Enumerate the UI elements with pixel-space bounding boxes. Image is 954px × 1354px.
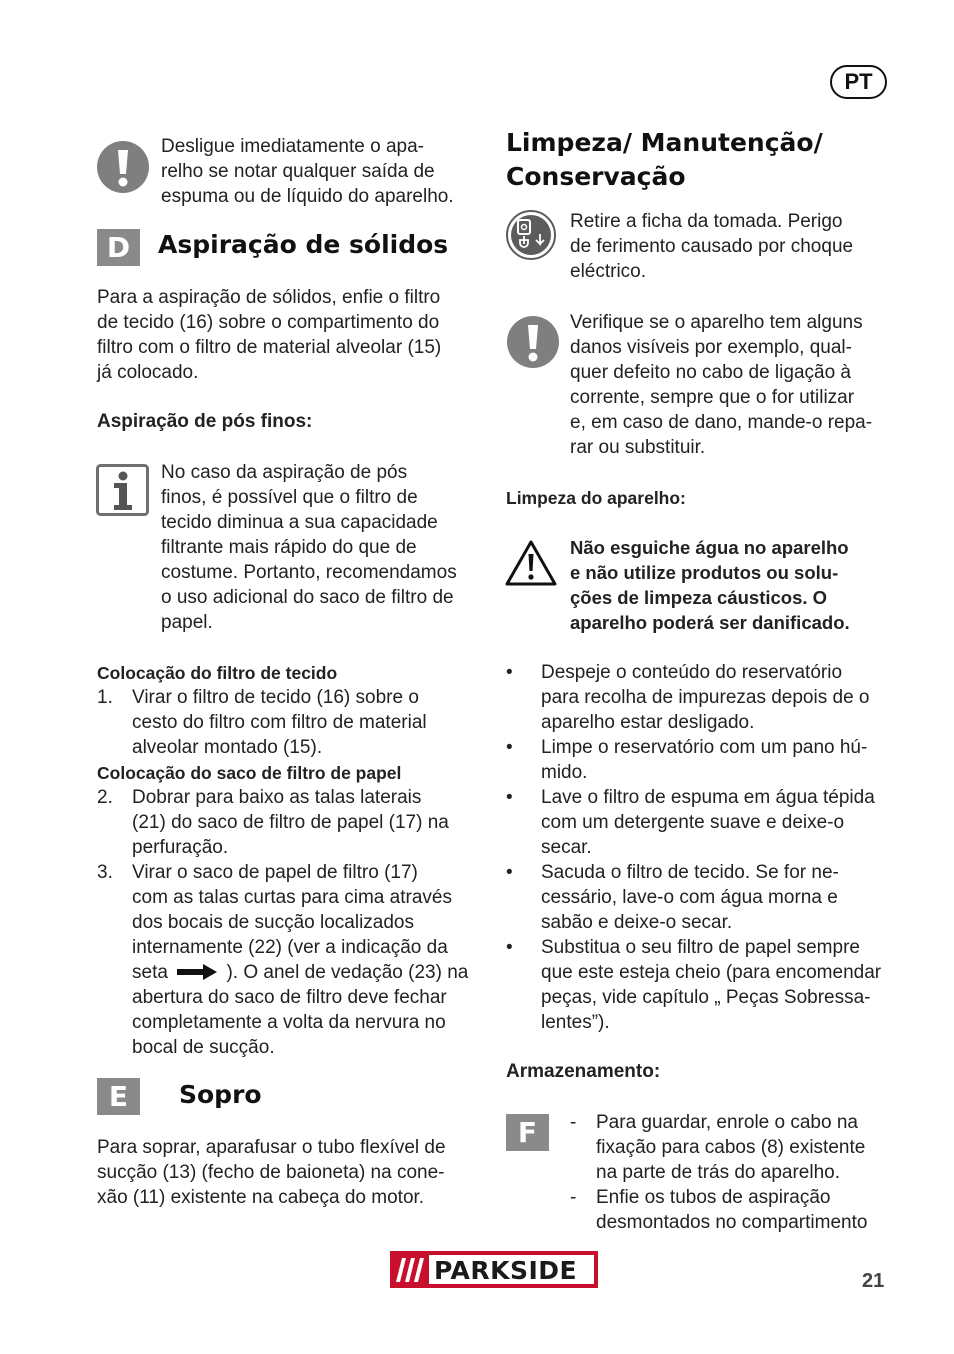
text-line: sucção (13) (fecho de baioneta) na cone- [97, 1162, 445, 1183]
text-line: alveolar montado (15). [132, 737, 323, 758]
info-icon [96, 464, 149, 516]
list-item [506, 735, 906, 785]
text-line: que este esteja cheio (para encomendar [541, 962, 882, 983]
bullet-mark: • [506, 737, 513, 758]
text-line: finos, é possível que o filtro de [161, 487, 418, 508]
text-line: lentes”). [541, 1012, 610, 1033]
text-line: sabão e deixe-o secar. [541, 912, 733, 933]
text-line: cesto do filtro com filtro de material [132, 712, 427, 733]
text-line: Para soprar, aparafusar o tubo flexível de [97, 1137, 446, 1158]
dash-mark: - [570, 1112, 577, 1133]
step-1 [97, 685, 487, 760]
text-line: completamente a volta da nervura no [132, 1012, 446, 1033]
text-line: Não esguiche água no aparelho [570, 537, 849, 558]
text-line: rar ou substituir. [570, 437, 706, 458]
logo-wordmark: PARKSIDE [434, 1256, 578, 1285]
text-line: Verifique se o aparelho tem alguns [570, 312, 863, 333]
unplug-note-text [570, 209, 900, 284]
unplug-icon [506, 210, 556, 260]
list-item [506, 785, 906, 860]
text-line: ções de limpeza cáusticos. O [570, 587, 828, 608]
cleaning-bullet-list [506, 660, 906, 1035]
text-fragment: seta [132, 962, 168, 983]
storage-list [570, 1110, 900, 1235]
solids-paragraph [97, 285, 487, 385]
text-line: Limpe o reservatório com um pano hú- [541, 737, 868, 758]
caution-note-text [570, 535, 900, 635]
text-line: corrente, sempre que o for utilizar [570, 387, 855, 408]
cleaning-heading: Limpeza do aparelho: [506, 488, 686, 508]
text-line: Despeje o conteúdo do reservatório [541, 662, 843, 683]
text-line: costume. Portanto, recomendamos [161, 562, 457, 583]
text-line: xão (11) existente na cabeça do motor. [97, 1187, 425, 1208]
text-line: filtro com o filtro de material alveolar (15) [97, 337, 442, 358]
step-number: 3. [97, 862, 113, 883]
step-3 [97, 860, 487, 1060]
arrow-right-icon [176, 964, 218, 980]
text-line: No caso da aspiração de pós [161, 462, 408, 483]
info-note-text [161, 460, 491, 635]
text-line: mido. [541, 762, 588, 783]
text-line: e não utilize produtos ou solu- [570, 562, 839, 583]
text-line: tecido diminua a sua capacidade [161, 512, 438, 533]
text-line: de tecido (16) sobre o compartimento do [97, 312, 440, 333]
text-line: e, em caso de dano, mande-o repa- [570, 412, 873, 433]
text-line: fixação para cabos (8) existente [596, 1137, 866, 1158]
list-item [506, 935, 906, 1035]
text-line: o uso adicional do saco de filtro de [161, 587, 454, 608]
text-line: Lave o filtro de espuma em água tépida [541, 787, 875, 808]
list-item [570, 1110, 900, 1185]
text-line: perfuração. [132, 837, 229, 858]
text-line: relho se notar qualquer saída de [161, 161, 435, 182]
text-line: Dobrar para baixo as talas laterais [132, 787, 422, 808]
fabric-filter-heading: Colocação do filtro de tecido [97, 663, 338, 683]
text-line: Desligue imediatamente o apa- [161, 136, 424, 157]
bullet-mark: • [506, 862, 513, 883]
fine-dust-heading: Aspiração de pós finos: [97, 411, 313, 432]
text-line: abertura do saco de filtro deve fechar [132, 987, 447, 1008]
text-line: Sacuda o filtro de tecido. Se for ne- [541, 862, 839, 883]
logo-stripes-icon [395, 1256, 427, 1284]
text-line: quer defeito no cabo de ligação à [570, 362, 851, 383]
language-badge: PT [830, 65, 887, 99]
text-line: Virar o saco de papel de filtro (17) [132, 862, 418, 883]
text-line: de ferimento causado por choque [570, 236, 854, 257]
text-line: Virar o filtro de tecido (16) sobre o [132, 687, 419, 708]
text-line: na parte de trás do aparelho. [596, 1162, 841, 1183]
bullet-mark: • [506, 787, 513, 808]
section-e-badge: E [97, 1078, 140, 1115]
text-line: filtrante mais rápido do que de [161, 537, 417, 558]
dash-mark: - [570, 1187, 577, 1208]
text-line: espuma ou de líquido do aparelho. [161, 186, 454, 207]
text-line: papel. [161, 612, 213, 633]
text-line: para recolha de impurezas depois de o [541, 687, 870, 708]
text-line: (21) do saco de filtro de papel (17) na [132, 812, 449, 833]
text-line: Enfie os tubos de aspiração [596, 1187, 831, 1208]
text-line: internamente (22) (ver a indicação da [132, 937, 448, 958]
text-line: aparelho poderá ser danificado. [570, 612, 850, 633]
text-line: Para a aspiração de sólidos, enfie o filtro [97, 287, 441, 308]
title-line: Limpeza/ Manutenção/ [506, 128, 823, 157]
text-line: aparelho estar desligado. [541, 712, 755, 733]
text-line: Retire a ficha da tomada. Perigo [570, 211, 843, 232]
step-2 [97, 785, 487, 860]
warning-foam-text [161, 134, 491, 209]
section-e-title: Sopro [179, 1080, 262, 1109]
page-number: 21 [862, 1270, 885, 1292]
exclamation-warning-icon [96, 140, 150, 194]
title-line: Conservação [506, 162, 686, 191]
text-line: cessário, lave-o com água morna e [541, 887, 838, 908]
text-line: desmontados no compartimento [596, 1212, 868, 1233]
parkside-logo [390, 1251, 598, 1288]
exclamation-warning-icon [506, 315, 560, 369]
text-line: bocal de sucção. [132, 1037, 275, 1058]
paper-bag-heading: Colocação do saco de filtro de papel [97, 763, 402, 783]
step-number: 1. [97, 687, 113, 708]
text-line: danos visíveis por exemplo, qual- [570, 337, 852, 358]
text-line: Substitua o seu filtro de papel sempre [541, 937, 860, 958]
text-line: Para guardar, enrole o cabo na [596, 1112, 858, 1133]
bullet-mark: • [506, 937, 513, 958]
text-line: com as talas curtas para cima através [132, 887, 452, 908]
blowing-paragraph [97, 1135, 487, 1210]
section-d-title: Aspiração de sólidos [158, 230, 449, 259]
section-f-badge: F [506, 1114, 549, 1151]
storage-heading: Armazenamento: [506, 1061, 661, 1082]
section-d-badge: D [97, 229, 140, 266]
list-item [570, 1185, 900, 1235]
bullet-mark: • [506, 662, 513, 683]
list-item [506, 860, 906, 935]
text-line: eléctrico. [570, 261, 647, 282]
text-line: secar. [541, 837, 592, 858]
text-line: já colocado. [97, 362, 199, 383]
caution-triangle-icon [505, 540, 557, 586]
step-number: 2. [97, 787, 113, 808]
cleaning-section-title [506, 126, 823, 194]
list-item [506, 660, 906, 735]
text-line: com um detergente suave e deixe-o [541, 812, 845, 833]
text-fragment: ). O anel de vedação (23) na [226, 962, 469, 983]
arrow-line [132, 960, 468, 985]
damage-check-text [570, 310, 900, 460]
text-line: dos bocais de sucção localizados [132, 912, 415, 933]
text-line: peças, vide capítulo „ Peças Sobressa- [541, 987, 871, 1008]
